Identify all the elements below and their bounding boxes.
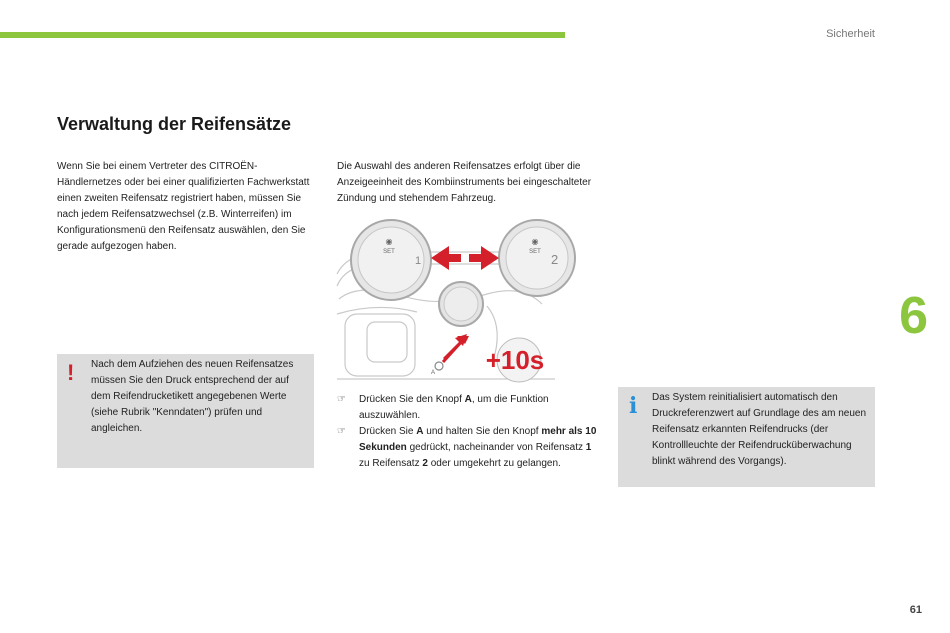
page-title: Verwaltung der Reifensätze bbox=[57, 114, 292, 134]
info-icon: i bbox=[629, 393, 638, 419]
exclamation-icon: ! bbox=[67, 360, 75, 385]
top-accent-bar bbox=[0, 32, 565, 38]
timer-label: +10s bbox=[485, 345, 545, 375]
page-number: 61 bbox=[909, 604, 922, 616]
selection-paragraph: Die Auswahl des anderen Reifensatzes erfolgt über die Anzeigeeinheit des Kombiinstruments bei eingeschalteter Zündung und stehendem Fahrzeug. bbox=[337, 161, 592, 204]
intro-paragraph: Wenn Sie bei einem Vertreter des CITROËN-Händlernetzes oder bei einer qualifizierten Fachwerkstatt einen zweiten Reifensatz registriert haben, müssen Sie nach jedem Reifensatzwechsel (z.B. Winterreifen) im Konfigurationsmenü den Reifensatz auswählen, den Sie gerade aufgezogen haben. bbox=[57, 161, 310, 252]
warning-box bbox=[57, 354, 314, 468]
instrument-cluster-diagram bbox=[337, 214, 559, 386]
info-box bbox=[618, 387, 875, 487]
center-knob bbox=[439, 282, 483, 326]
step-2: ☞ Drücken Sie A und halten Sie den Knopf mehr als 10 Sekunden gedrückt, nacheinander von Reifensatz 1 zu Reifensatz 2 oder umgekehrt zu gelangen. bbox=[337, 426, 597, 469]
dial-right-digit: 2 bbox=[551, 252, 559, 267]
svg-text:◉: ◉ bbox=[385, 237, 393, 246]
right-dial bbox=[499, 220, 575, 296]
svg-text:SET: SET bbox=[383, 249, 395, 255]
warning-text: Nach dem Aufziehen des neuen Reifensatzes müssen Sie den Druck entsprechend der auf dem Reifendrucketikett angegebenen Werte (siehe Rubrik "Kenndaten") prüfen und angleichen. bbox=[91, 359, 294, 434]
instruction-steps bbox=[337, 392, 599, 472]
dial-left-digit: 1 bbox=[415, 255, 422, 267]
step-1: ☞ Drücken Sie den Knopf A, um die Funktion auszuwählen. bbox=[337, 394, 549, 421]
hand-pointer-icon: ☞ bbox=[337, 426, 346, 437]
svg-text:SET: SET bbox=[529, 249, 541, 255]
section-header: Sicherheit bbox=[826, 28, 875, 40]
timer-badge bbox=[486, 338, 545, 382]
swap-arrows-icon bbox=[431, 246, 499, 270]
svg-text:◉: ◉ bbox=[531, 237, 539, 246]
info-text: Das System reinitialisiert automatisch den Druckreferenzwert auf Grundlage des am neuen Reifensatz erkannten Reifendrucks (der Kontrollleuchte der Reifendrucküberwachung blinkt während des Vorgangs). bbox=[652, 392, 867, 467]
button-a-pointer bbox=[431, 334, 469, 376]
button-a-label: A bbox=[431, 370, 436, 376]
left-dial bbox=[351, 220, 431, 300]
hand-pointer-icon: ☞ bbox=[337, 394, 346, 405]
chapter-number: 6 bbox=[899, 287, 928, 345]
